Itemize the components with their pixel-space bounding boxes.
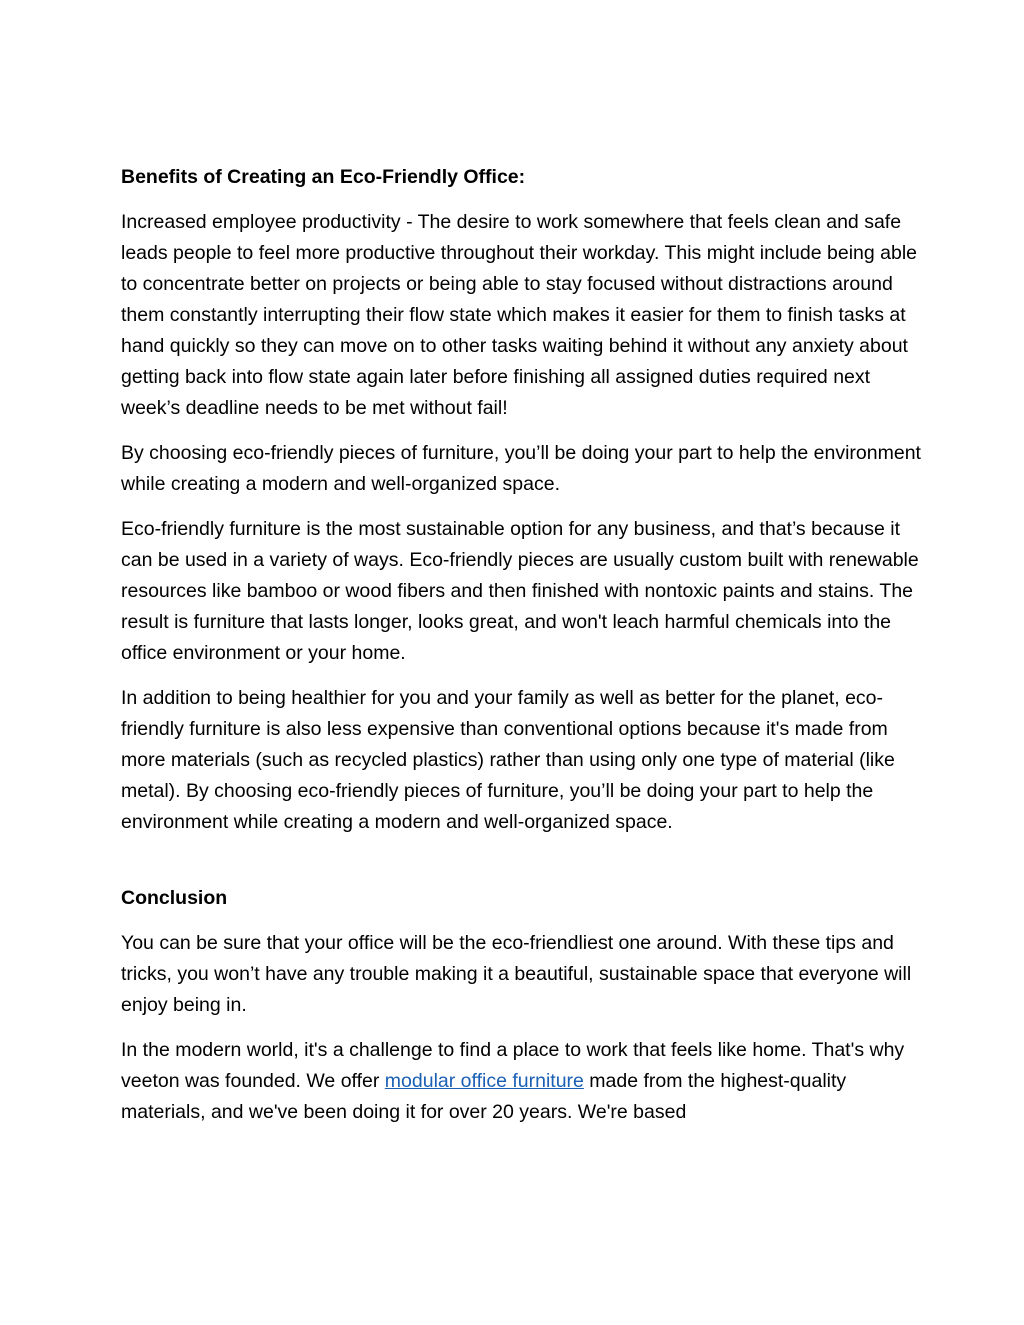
benefits-paragraph-cost: In addition to being healthier for you and your family as well as better for the planet, eco-friendly furniture is also less expensive than conventional options because it's made from more materials (such as recycled plastics) rather than using only one type of material (like metal). By choosing eco-friendly pieces of furniture, you’ll be doing your part to help the environment while creating a modern and well-organized space. (121, 687, 895, 833)
conclusion-heading: Conclusion (121, 887, 228, 909)
benefits-paragraph-productivity: Increased employee productivity - The desire to work somewhere that feels clean and safe leads people to feel more productive throughout their workday. This might include being able to concentrate better on projects or being able to stay focused without distractions around them constantly interrupting their flow state which makes it easier for them to finish tasks at hand quickly so they can move on to other tasks waiting behind it without any anxiety about getting back into flow state again later before finishing all assigned duties required next week’s deadline needs to be met without fail! (121, 211, 918, 419)
modular-office-furniture-link[interactable]: modular office furniture (384, 1070, 584, 1092)
benefits-heading: Benefits of Creating an Eco-Friendly Office: (121, 166, 526, 188)
benefits-paragraph-sustainable: Eco-friendly furniture is the most sustainable option for any business, and that’s because it can be used in a variety of ways. Eco-friendly pieces are usually custom built with renewable resources like bamboo or wood fibers and then finished with nontoxic paints and stains. The result is furniture that lasts longer, looks great, and won't leach harmful chemicals into the office environment or your home. (121, 518, 919, 664)
document-page (121, 162, 921, 1142)
conclusion-text-after-link: made from the highest-quality materials, and we've been doing it for over 20 years. We're based (121, 1070, 847, 1123)
conclusion-paragraph-tips: You can be sure that your office will be the eco-friendliest one around. With these tips and tricks, you won’t have any trouble making it a beautiful, sustainable space that everyone will enjoy being in. (121, 932, 912, 1016)
conclusion-paragraph-veeton (121, 1035, 921, 1128)
conclusion-text-before-link: In the modern world, it's a challenge to find a place to work that feels like home. That's why veeton was founded. We offer (121, 1039, 905, 1092)
section-spacer (121, 852, 921, 883)
benefits-paragraph-environment: By choosing eco-friendly pieces of furniture, you’ll be doing your part to help the environment while creating a modern and well-organized space. (121, 442, 921, 495)
